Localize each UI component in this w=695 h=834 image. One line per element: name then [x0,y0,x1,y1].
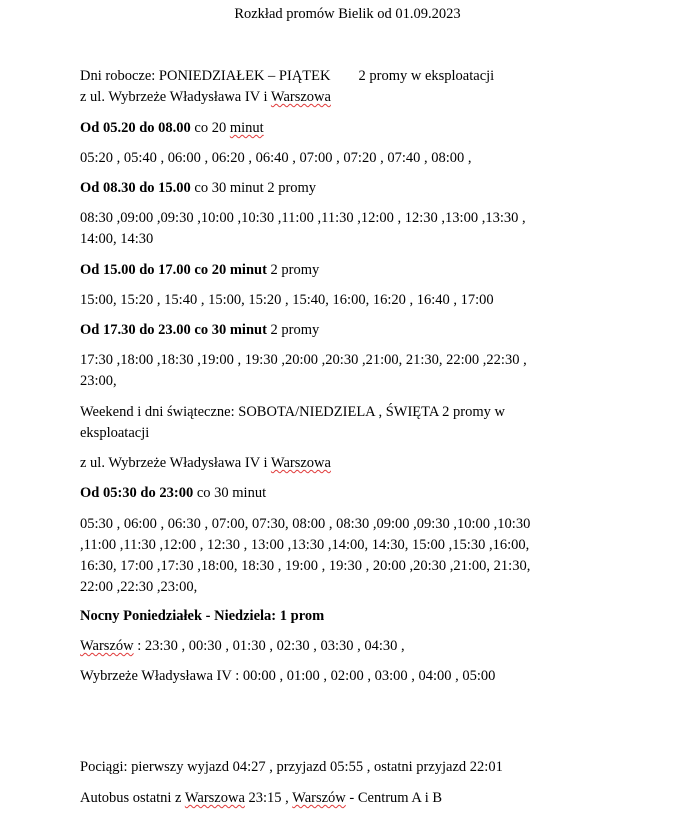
weekend-times-line-1: 05:30 , 06:00 , 06:30 , 07:00, 07:30, 08:00 , 08:30 ,09:00 ,09:30 ,10:00 ,10:30 [80,516,531,532]
weekend-heading-line-1: Weekend i dni świąteczne: SOBOTA/NIEDZIELA , ŚWIĘTA 2 promy w [80,404,505,420]
weekend-section-heading: Od 05:30 do 23:00 co 30 minut [80,485,267,501]
weekday-section-4-times-line-2: 23:00, [80,373,117,389]
weekday-section-2-heading: Od 08.30 do 15.00 co 30 minut 2 promy [80,180,317,196]
weekend-heading-line-2: eksploatacji [80,425,150,441]
weekday-days: Dni robocze: PONIEDZIAŁEK – PIĄTEK [80,68,331,84]
weekday-section-2-times-line-1: 08:30 ,09:00 ,09:30 ,10:00 ,10:30 ,11:00 ,11:30 ,12:00 , 12:30 ,13:00 ,13:30 , [80,210,526,226]
route-city: Warszowa [270,89,331,105]
weekday-section-1-times: 05:20 , 05:40 , 06:00 , 06:20 , 06:40 , 07:00 , 07:20 , 07:40 , 08:00 , [80,150,472,166]
night-warszow-times: Warszów : 23:30 , 00:30 , 01:30 , 02:30 , 03:30 , 04:30 , [80,638,405,654]
route-city: Warszowa [270,455,331,471]
weekday-section-3-heading: Od 15.00 do 17.00 co 20 minut 2 promy [80,262,320,278]
weekday-route: z ul. Wybrzeże Władysława IV i Warszowa [80,89,331,105]
weekday-ferries: 2 promy w eksploatacji [358,68,495,84]
weekend-times-line-3: 16:30, 17:00 ,17:30 ,18:00, 18:30 , 19:00 , 19:30 , 20:00 ,20:30 ,21:00, 21:30, [80,558,531,574]
weekend-route: z ul. Wybrzeże Władysława IV i Warszowa [80,455,331,471]
weekday-section-4-times-line-1: 17:30 ,18:00 ,18:30 ,19:00 , 19:30 ,20:00 ,20:30 ,21:00, 21:30, 22:00 ,22:30 , [80,352,527,368]
night-wybrzeze-times: Wybrzeże Władysława IV : 00:00 , 01:00 , 02:00 , 03:00 , 04:00 , 05:00 [80,668,496,684]
weekday-section-4-heading: Od 17.30 do 23.00 co 30 minut 2 promy [80,322,320,338]
night-heading: Nocny Poniedziałek - Niedziela: 1 prom [80,608,325,624]
page-title: Rozkład promów Bielik od 01.09.2023 [234,6,461,22]
weekend-times-line-2: ,11:00 ,11:30 ,12:00 , 12:30 , 13:00 ,13:30 ,14:00, 14:30, 15:00 ,15:30 ,16:00, [80,537,530,553]
weekday-section-3-times: 15:00, 15:20 , 15:40 , 15:00, 15:20 , 15:40, 16:00, 16:20 , 16:40 , 17:00 [80,292,494,308]
trains-info: Pociągi: pierwszy wyjazd 04:27 , przyjazd 05:55 , ostatni przyjazd 22:01 [80,759,503,775]
bus-info: Autobus ostatni z Warszowa 23:15 , Warszów - Centrum A i B [80,790,443,806]
weekend-times-line-4: 22:00 ,22:30 ,23:00, [80,579,198,595]
weekday-section-2-times-line-2: 14:00, 14:30 [80,231,154,247]
weekday-section-1-heading: Od 05.20 do 08.00 co 20 minut [80,120,264,136]
weekday-heading [80,66,620,87]
